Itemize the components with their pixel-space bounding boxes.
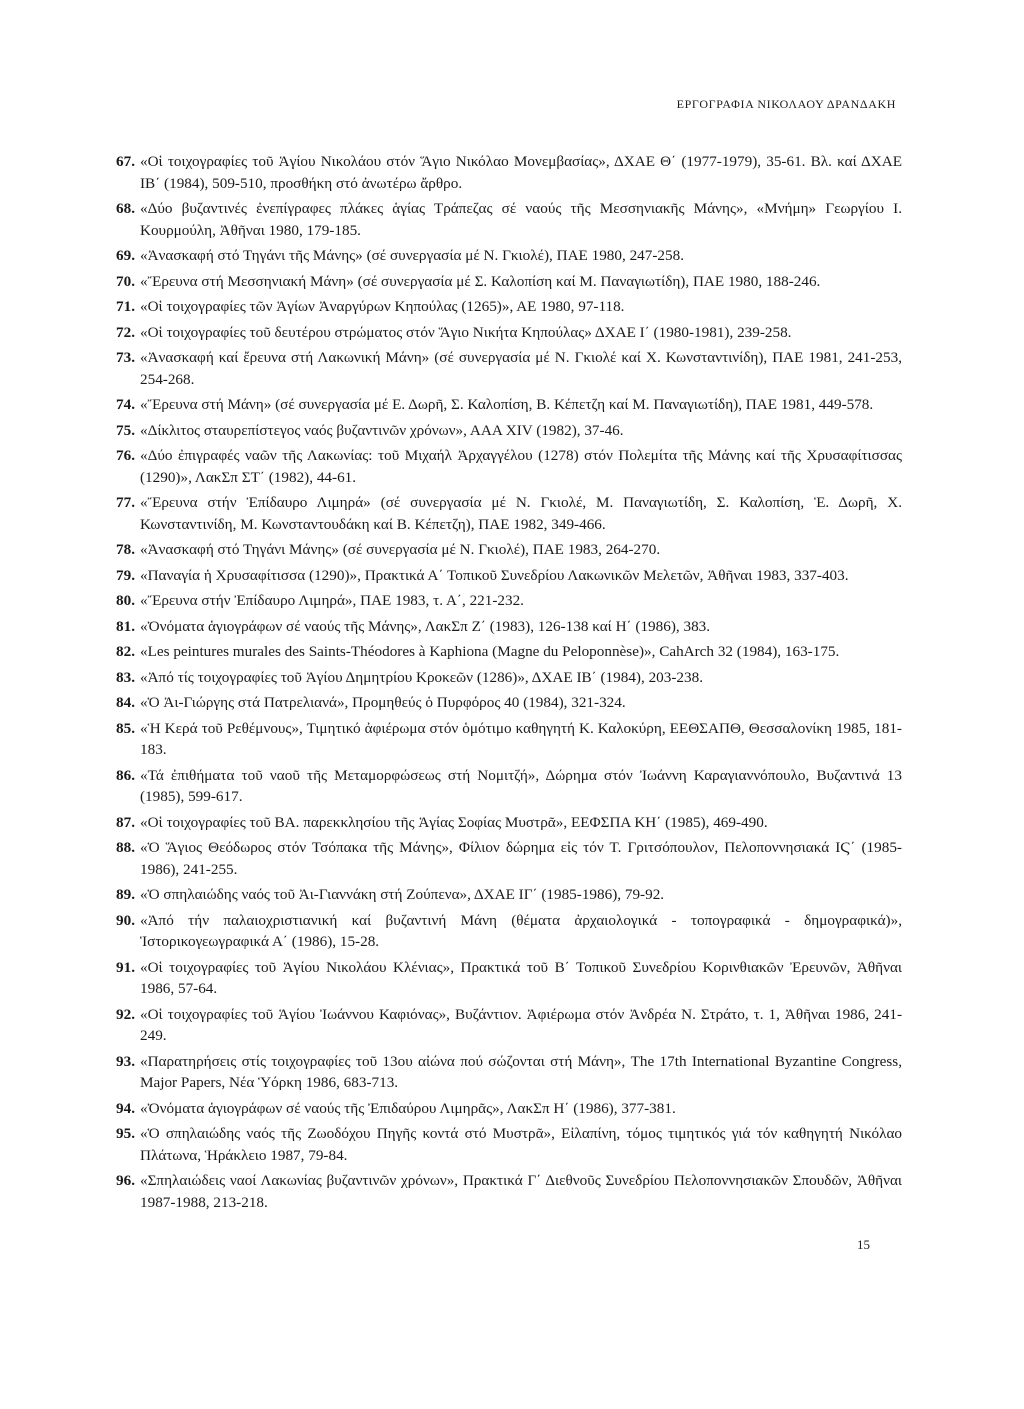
- entry-text: «Ἀνασκαφή καί ἔρευνα στή Λακωνική Μάνη» (σέ συνεργασία μέ Ν. Γκιολέ καί Χ. Κωνσταντινίδη), ΠΑΕ 1981, 241-253, 254-268.: [140, 349, 902, 388]
- entry-number: 73.: [116, 349, 135, 366]
- entry-number: 70.: [116, 272, 135, 290]
- entry-number: 80.: [116, 592, 135, 609]
- bibliography-entry: [116, 271, 902, 293]
- entry-number: 83.: [116, 668, 135, 686]
- bibliography-entry: [116, 1004, 902, 1047]
- bibliography-entry: [116, 1170, 902, 1213]
- entry-number: 67.: [116, 153, 135, 170]
- entry-number: 94.: [116, 1099, 135, 1117]
- entry-text: «Σπηλαιώδεις ναοί Λακωνίας βυζαντινῶν χρόνων», Πρακτικά Γ΄ Διεθνοῦς Συνεδρίου Πελοποννησιακῶν Σπουδῶν, Ἀθῆναι 1987-1988, 213-218.: [140, 1172, 902, 1211]
- entry-text: «Δίκλιτος σταυρεπίστεγος ναός βυζαντινῶν χρόνων», ΑΑΑ XIV (1982), 37-46.: [140, 421, 624, 439]
- bibliography-entry: [116, 1098, 902, 1120]
- bibliography-entry: [116, 565, 902, 587]
- entry-number: 92.: [116, 1005, 135, 1023]
- entry-text: «Ἀνασκαφή στό Τηγάνι Μάνης» (σέ συνεργασία μέ Ν. Γκιολέ), ΠΑΕ 1983, 264-270.: [140, 541, 661, 558]
- entry-number: 76.: [116, 447, 135, 464]
- entry-text: «Τά ἐπιθήματα τοῦ ναοῦ τῆς Μεταμορφώσεως στή Νομιτζή», Δώρημα στόν Ἰωάννη Καραγιαννόπουλο, Βυζαντινά 13 (1985), 599-617.: [140, 766, 902, 805]
- entry-text: «Les peintures murales des Saints-Théodores à Kaphiona (Magne du Peloponnèse)», CahArch 32 (1984), 163-175.: [140, 643, 840, 660]
- bibliography-entry: [116, 957, 902, 1000]
- bibliography-list: [116, 151, 902, 1217]
- entry-number: 69.: [116, 247, 135, 264]
- entry-text: «Ἔρευνα στήν Ἐπίδαυρο Λιμηρά», ΠΑΕ 1983, τ. Α΄, 221-232.: [140, 592, 524, 609]
- bibliography-entry: [116, 445, 902, 488]
- entry-text: «Ὁ σπηλαιώδης ναός τοῦ Ἀι-Γιαννάκη στή Ζούπενα», ΔΧΑΕ ΙΓ΄ (1985-1986), 79-92.: [140, 886, 665, 903]
- entry-number: 68.: [116, 200, 135, 217]
- bibliography-entry: [116, 590, 902, 612]
- bibliography-entry: [116, 692, 902, 714]
- entry-number: 74.: [116, 396, 135, 413]
- bibliography-entry: [116, 539, 902, 561]
- entry-text: «Οἱ τοιχογραφίες τοῦ ΒΑ. παρεκκλησίου τῆς Ἁγίας Σοφίας Μυστρᾶ», ΕΕΦΣΠΑ ΚΗ΄ (1985), 469-490.: [140, 813, 768, 831]
- entry-number: 93.: [116, 1052, 135, 1070]
- bibliography-entry: [116, 910, 902, 953]
- running-header: ΕΡΓΟΓΡΑΦΙΑ ΝΙΚΟΛΑΟΥ ΔΡΑΝΔΑΚΗ: [676, 97, 896, 111]
- entry-text: «Ἔρευνα στή Μάνη» (σέ συνεργασία μέ Ε. Δωρῆ, Σ. Καλοπίση, Β. Κέπετζη καί Μ. Παναγιωτίδη), ΠΑΕ 1981, 449-578.: [140, 396, 874, 413]
- bibliography-entry: [116, 667, 902, 689]
- bibliography-entry: [116, 1123, 902, 1166]
- bibliography-entry: [116, 492, 902, 535]
- entry-text: «Οἱ τοιχογραφίες τῶν Ἁγίων Ἀναργύρων Κηπούλας (1265)», ΑΕ 1980, 97-118.: [140, 298, 625, 315]
- entry-number: 75.: [116, 421, 135, 439]
- entry-text: «Οἱ τοιχογραφίες τοῦ Ἁγίου Νικολάου στόν Ἅγιο Νικόλαο Μονεμβασίας», ΔΧΑΕ Θ΄ (1977-1979), 35-61. Βλ. καί ΔΧΑΕ ΙΒ΄ (1984), 509-510, προσθήκη στό ἀνωτέρω ἄρθρο.: [140, 153, 902, 192]
- entry-number: 86.: [116, 766, 135, 784]
- entry-number: 78.: [116, 541, 135, 558]
- entry-text: «Ὀνόματα ἁγιογράφων σέ ναούς τῆς Μάνης», ΛακΣπ Ζ΄ (1983), 126-138 καί Η΄ (1986), 383.: [140, 617, 711, 635]
- entry-text: «Οἱ τοιχογραφίες τοῦ δευτέρου στρώματος στόν Ἅγιο Νικήτα Κηπούλας» ΔΧΑΕ Ι΄ (1980-1981), 239-258.: [140, 323, 792, 341]
- bibliography-entry: [116, 718, 902, 761]
- entry-number: 82.: [116, 643, 135, 660]
- entry-text: «Ὁ σπηλαιώδης ναός τῆς Ζωοδόχου Πηγῆς κοντά στό Μυστρᾶ», Εἰλαπίνη, τόμος τιμητικός γιά τόν καθηγητή Νικόλαο Πλάτωνα, Ἡράκλειο 1987, 79-84.: [140, 1125, 902, 1164]
- entry-text: «Ἡ Κερά τοῦ Ρεθέμνους», Τιμητικό ἀφιέρωμα στόν ὁμότιμο καθηγητή Κ. Καλοκύρη, ΕΕΘΣΑΠΘ, Θεσσαλονίκη 1985, 181-183.: [140, 719, 902, 758]
- bibliography-entry: [116, 347, 902, 390]
- entry-number: 88.: [116, 839, 135, 856]
- entry-text: «Οἱ τοιχογραφίες τοῦ Ἁγίου Νικολάου Κλένιας», Πρακτικά τοῦ Β΄ Τοπικοῦ Συνεδρίου Κορινθιακῶν Ἐρευνῶν, Ἀθῆναι 1986, 57-64.: [140, 958, 902, 997]
- bibliography-entry: [116, 641, 902, 663]
- bibliography-entry: [116, 420, 902, 442]
- entry-number: 85.: [116, 719, 135, 737]
- page-number: 15: [857, 1237, 870, 1252]
- entry-number: 84.: [116, 694, 135, 711]
- bibliography-entry: [116, 884, 902, 906]
- entry-text: «Ἀπό τίς τοιχογραφίες τοῦ Ἁγίου Δημητρίου Κροκεῶν (1286)», ΔΧΑΕ ΙΒ΄ (1984), 203-238.: [140, 668, 704, 686]
- entry-text: «Παρατηρήσεις στίς τοιχογραφίες τοῦ 13ου αἰώνα πού σώζονται στή Μάνη», The 17th International Byzantine Congress, Major Papers, Νέα Ὑόρκη 1986, 683-713.: [140, 1052, 902, 1091]
- entry-text: «Δύο βυζαντινές ἐνεπίγραφες πλάκες ἁγίας Τράπεζας σέ ναούς τῆς Μεσσηνιακῆς Μάνης», «Μνήμη» Γεωργίου Ι. Κουρμούλη, Ἀθῆναι 1980, 179-185.: [140, 200, 902, 239]
- entry-number: 96.: [116, 1172, 135, 1189]
- entry-number: 87.: [116, 813, 135, 831]
- bibliography-entry: [116, 1051, 902, 1094]
- bibliography-entry: [116, 245, 902, 267]
- entry-text: «Ἔρευνα στή Μεσσηνιακή Μάνη» (σέ συνεργασία μέ Σ. Καλοπίση καί Μ. Παναγιωτίδη), ΠΑΕ 1980, 188-246.: [140, 272, 821, 290]
- entry-text: «Ἀνασκαφή στό Τηγάνι τῆς Μάνης» (σέ συνεργασία μέ Ν. Γκιολέ), ΠΑΕ 1980, 247-258.: [140, 247, 684, 264]
- entry-number: 77.: [116, 494, 135, 511]
- bibliography-entry: [116, 616, 902, 638]
- bibliography-entry: [116, 394, 902, 416]
- entry-number: 95.: [116, 1125, 135, 1142]
- bibliography-entry: [116, 812, 902, 834]
- bibliography-entry: [116, 322, 902, 344]
- entry-number: 71.: [116, 298, 135, 315]
- bibliography-entry: [116, 765, 902, 808]
- entry-text: «Ἔρευνα στήν Ἐπίδαυρο Λιμηρά» (σέ συνεργασία μέ Ν. Γκιολέ, Μ. Παναγιωτίδη, Σ. Καλοπίση, Ἑ. Δωρῆ, Χ. Κωνσταντινίδη, Μ. Κωνσταντουδάκη καί Β. Κέπετζη), ΠΑΕ 1982, 349-466.: [140, 494, 902, 533]
- entry-text: «Δύο ἐπιγραφές ναῶν τῆς Λακωνίας: τοῦ Μιχαήλ Ἀρχαγγέλου (1278) στόν Πολεμίτα τῆς Μάνης καί τῆς Χρυσαφίτισσας (1290)», ΛακΣπ ΣΤ΄ (1982), 44-61.: [140, 447, 902, 486]
- entry-text: «Ὁ Ἀι-Γιώργης στά Πατρελιανά», Προμηθεύς ὁ Πυρφόρος 40 (1984), 321-324.: [140, 694, 626, 711]
- entry-number: 89.: [116, 886, 135, 903]
- bibliography-entry: [116, 837, 902, 880]
- entry-text: «Ὁ Ἅγιος Θεόδωρος στόν Τσόπακα τῆς Μάνης», Φίλιον δώρημα εἰς τόν Τ. Γριτσόπουλον, Πελοποννησιακά ΙϚ΄ (1985-1986), 241-255.: [140, 839, 902, 878]
- entry-text: «Οἱ τοιχογραφίες τοῦ Ἁγίου Ἰωάννου Καφιόνας», Βυζάντιον. Ἀφιέρωμα στόν Ἀνδρέα Ν. Στράτο, τ. 1, Ἀθῆναι 1986, 241-249.: [140, 1005, 902, 1044]
- bibliography-entry: [116, 151, 902, 194]
- entry-number: 79.: [116, 566, 135, 584]
- entry-text: «Ὀνόματα ἁγιογράφων σέ ναούς τῆς Ἐπιδαύρου Λιμηρᾶς», ΛακΣπ Η΄ (1986), 377-381.: [140, 1099, 676, 1117]
- entry-text: «Παναγία ἡ Χρυσαφίτισσα (1290)», Πρακτικά Α΄ Τοπικοῦ Συνεδρίου Λακωνικῶν Μελετῶν, Ἀθῆναι 1983, 337-403.: [140, 566, 849, 584]
- entry-number: 91.: [116, 958, 135, 976]
- entry-number: 81.: [116, 617, 135, 635]
- bibliography-entry: [116, 296, 902, 318]
- bibliography-entry: [116, 198, 902, 241]
- entry-text: «Ἀπό τήν παλαιοχριστιανική καί βυζαντινή Μάνη (θέματα ἀρχαιολογικά - τοπογραφικά - δημογραφικά)», Ἱστορικογεωγραφικά Α΄ (1986), 15-28.: [140, 911, 902, 950]
- entry-number: 72.: [116, 323, 135, 341]
- entry-number: 90.: [116, 911, 135, 929]
